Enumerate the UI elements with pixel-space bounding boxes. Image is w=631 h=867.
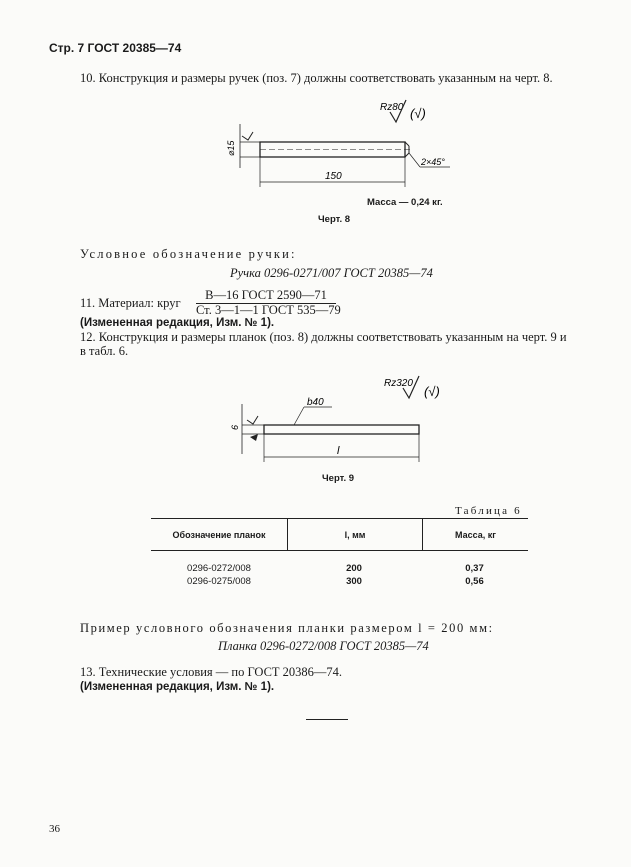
- designation-label-2: Пример условного обозначения планки размером l = 200 мм:: [80, 621, 494, 635]
- roughness-label-9: Rz320: [384, 378, 413, 389]
- designation-example-1: Ручка 0296-0271/007 ГОСТ 20385—74: [230, 266, 433, 280]
- table-cell: 0,56: [465, 576, 484, 587]
- table-6-title: Таблица 6: [455, 505, 522, 517]
- table-row: [151, 562, 528, 575]
- chamfer-label: 2×45°: [421, 157, 445, 167]
- page-number: 36: [49, 823, 60, 835]
- length-label-9: l: [337, 445, 340, 457]
- item-11-numerator: В—16 ГОСТ 2590—71: [205, 288, 327, 302]
- table-cell: 0296-0272/008: [187, 563, 251, 574]
- drawing-9: [222, 372, 462, 467]
- table-cell: 0,37: [465, 563, 484, 574]
- item-11-denominator: Ст. 3—1—1 ГОСТ 535—79: [196, 303, 341, 317]
- item-10-text: 10. Конструкция и размеры ручек (поз. 7) должны соответствовать указанным на черт. 8.: [80, 71, 553, 85]
- item-12-line1: 12. Конструкция и размеры планок (поз. 8) должны соответствовать указанным на черт. 9 и: [80, 330, 567, 344]
- dia-label: ⌀15: [226, 140, 236, 156]
- caption-8: Черт. 8: [318, 214, 351, 225]
- width-label: b40: [307, 397, 324, 408]
- designation-example-2: Планка 0296-0272/008 ГОСТ 20385—74: [218, 639, 429, 653]
- roughness-paren-9: (√): [424, 384, 440, 399]
- roughness-label-8: Rz80: [380, 102, 404, 113]
- surface-mark-icon: [242, 132, 253, 140]
- table-header-mass: Масса, кг: [422, 519, 528, 550]
- item-11-revision: (Измененная редакция, Изм. № 1).: [80, 317, 275, 329]
- table-header-row: [151, 519, 528, 551]
- item-13-revision: (Измененная редакция, Изм. № 1).: [80, 681, 275, 693]
- designation-label-1: Условное обозначение ручки:: [80, 247, 297, 261]
- end-separator: [306, 719, 348, 720]
- item-11-prefix: 11. Материал: круг: [80, 296, 181, 310]
- surface-mark-icon-9: [247, 416, 258, 424]
- table-row: [151, 575, 528, 588]
- table-6: [151, 518, 528, 588]
- mass-8: Масса — 0,24 кг.: [367, 197, 443, 208]
- item-12-line2: в табл. 6.: [80, 344, 129, 358]
- table-cell: 0296-0275/008: [187, 576, 251, 587]
- height-label: 6: [230, 424, 240, 430]
- caption-9: Черт. 9: [322, 473, 355, 484]
- drawing-8: [210, 92, 460, 212]
- page-header: Стр. 7 ГОСТ 20385—74: [49, 41, 182, 55]
- plank-body: [264, 425, 419, 434]
- length-label: 150: [325, 171, 342, 182]
- table-header-length: l, мм: [287, 519, 422, 550]
- item-13-text: 13. Технические условия — по ГОСТ 20386—74.: [80, 665, 343, 679]
- table-cell: 300: [346, 576, 362, 587]
- table-header-designation: Обозначение планок: [172, 529, 266, 540]
- table-cell: 200: [346, 563, 362, 574]
- roughness-paren-8: (√): [410, 106, 426, 121]
